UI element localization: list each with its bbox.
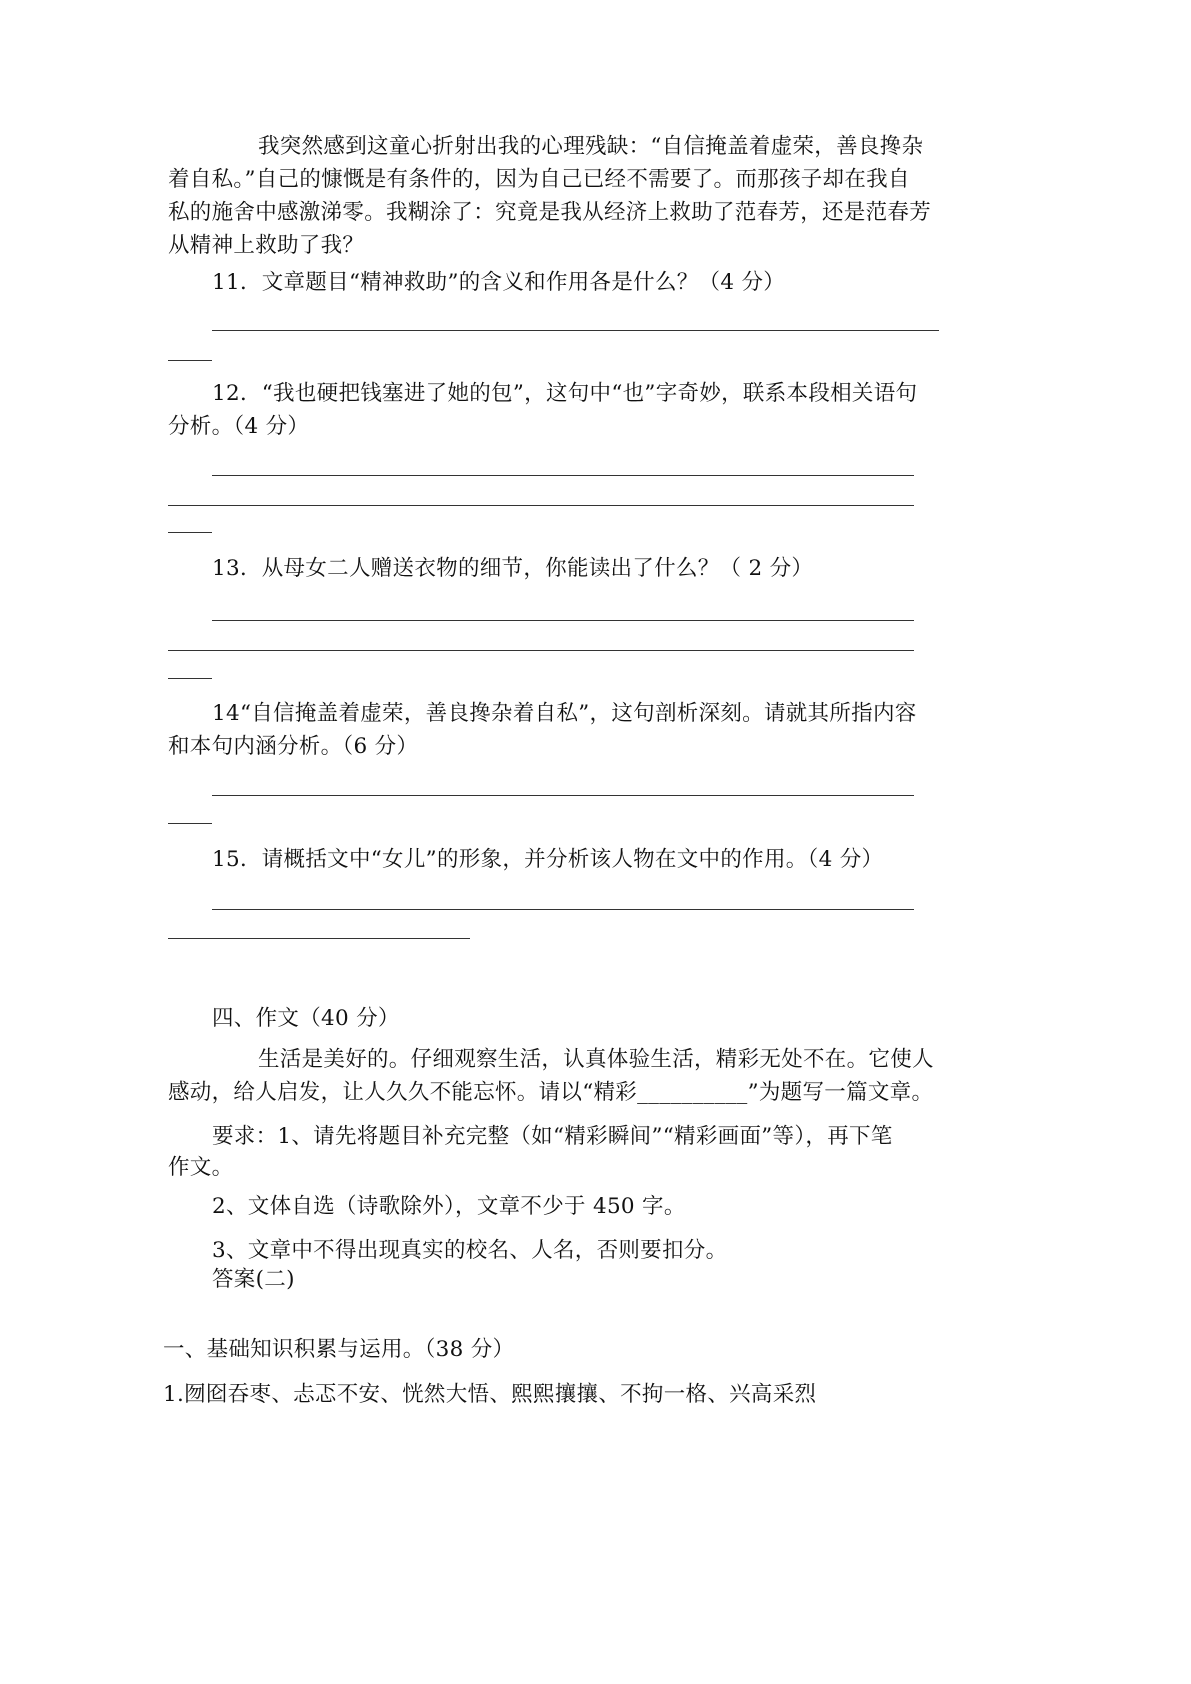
composition-requirement-1-line-2: 作文。 (168, 1155, 234, 1180)
passage-line-3: 私的施舍中感激涕零。我糊涂了：究竟是我从经济上救助了范春芳，还是范春芳 (168, 200, 932, 225)
question-14-line-2: 和本句内涵分析。（6 分） (168, 734, 419, 759)
question-13: 13．从母女二人赠送衣物的细节，你能读出了什么？（ 2 分） (212, 556, 814, 581)
composition-prompt-line-2: 感动，给人启发，让人久久不能忘怀。请以“精彩__________”为题写一篇文章。 (168, 1080, 934, 1105)
answer-line (212, 909, 914, 910)
answer-line (168, 650, 914, 651)
answer-line (168, 823, 212, 824)
composition-requirement-1-line-1: 要求：1、请先将题目补充完整（如“精彩瞬间”“精彩画面”等），再下笔 (212, 1124, 893, 1149)
answer-line (168, 678, 212, 679)
answer-line (212, 620, 914, 621)
answers-section-1: 一、基础知识积累与运用。（38 分） (163, 1337, 515, 1362)
question-15: 15．请概括文中“女儿”的形象，并分析该人物在文中的作用。（4 分） (212, 847, 884, 872)
composition-requirement-3: 3、文章中不得出现真实的校名、人名，否则要扣分。 (212, 1238, 728, 1263)
answer-item-1: 1.囫囵吞枣、忐忑不安、恍然大悟、熙熙攘攘、不拘一格、兴高采烈 (163, 1382, 817, 1407)
question-11: 11．文章题目“精神救助”的含义和作用各是什么？（4 分） (212, 270, 786, 295)
composition-requirement-2: 2、文体自选（诗歌除外），文章不少于 450 字。 (212, 1194, 686, 1219)
answer-line (168, 505, 914, 506)
answer-line (212, 330, 939, 331)
answer-line (212, 475, 914, 476)
answer-line (212, 795, 914, 796)
question-14-line-1: 14“自信掩盖着虚荣，善良搀杂着自私”，这句剖析深刻。请就其所指内容 (212, 701, 917, 726)
answer-line (168, 532, 212, 533)
answer-line (168, 360, 212, 361)
composition-prompt-line-1: 生活是美好的。仔细观察生活，认真体验生活，精彩无处不在。它使人 (258, 1047, 934, 1072)
question-12-line-1: 12．“我也硬把钱塞进了她的包”，这句中“也”字奇妙，联系本段相关语句 (212, 381, 918, 406)
question-12-line-2: 分析。（4 分） (168, 414, 310, 439)
composition-heading: 四、作文（40 分） (212, 1006, 400, 1031)
passage-line-1: 我突然感到这童心折射出我的心理残缺：“自信掩盖着虚荣，善良搀杂 (258, 134, 924, 159)
passage-line-2: 着自私。”自己的慷慨是有条件的，因为自己已经不需要了。而那孩子却在我自 (168, 167, 910, 192)
answers-title: 答案(二) (212, 1267, 295, 1292)
answer-line (168, 938, 470, 939)
passage-line-4: 从精神上救助了我？ (168, 233, 365, 258)
